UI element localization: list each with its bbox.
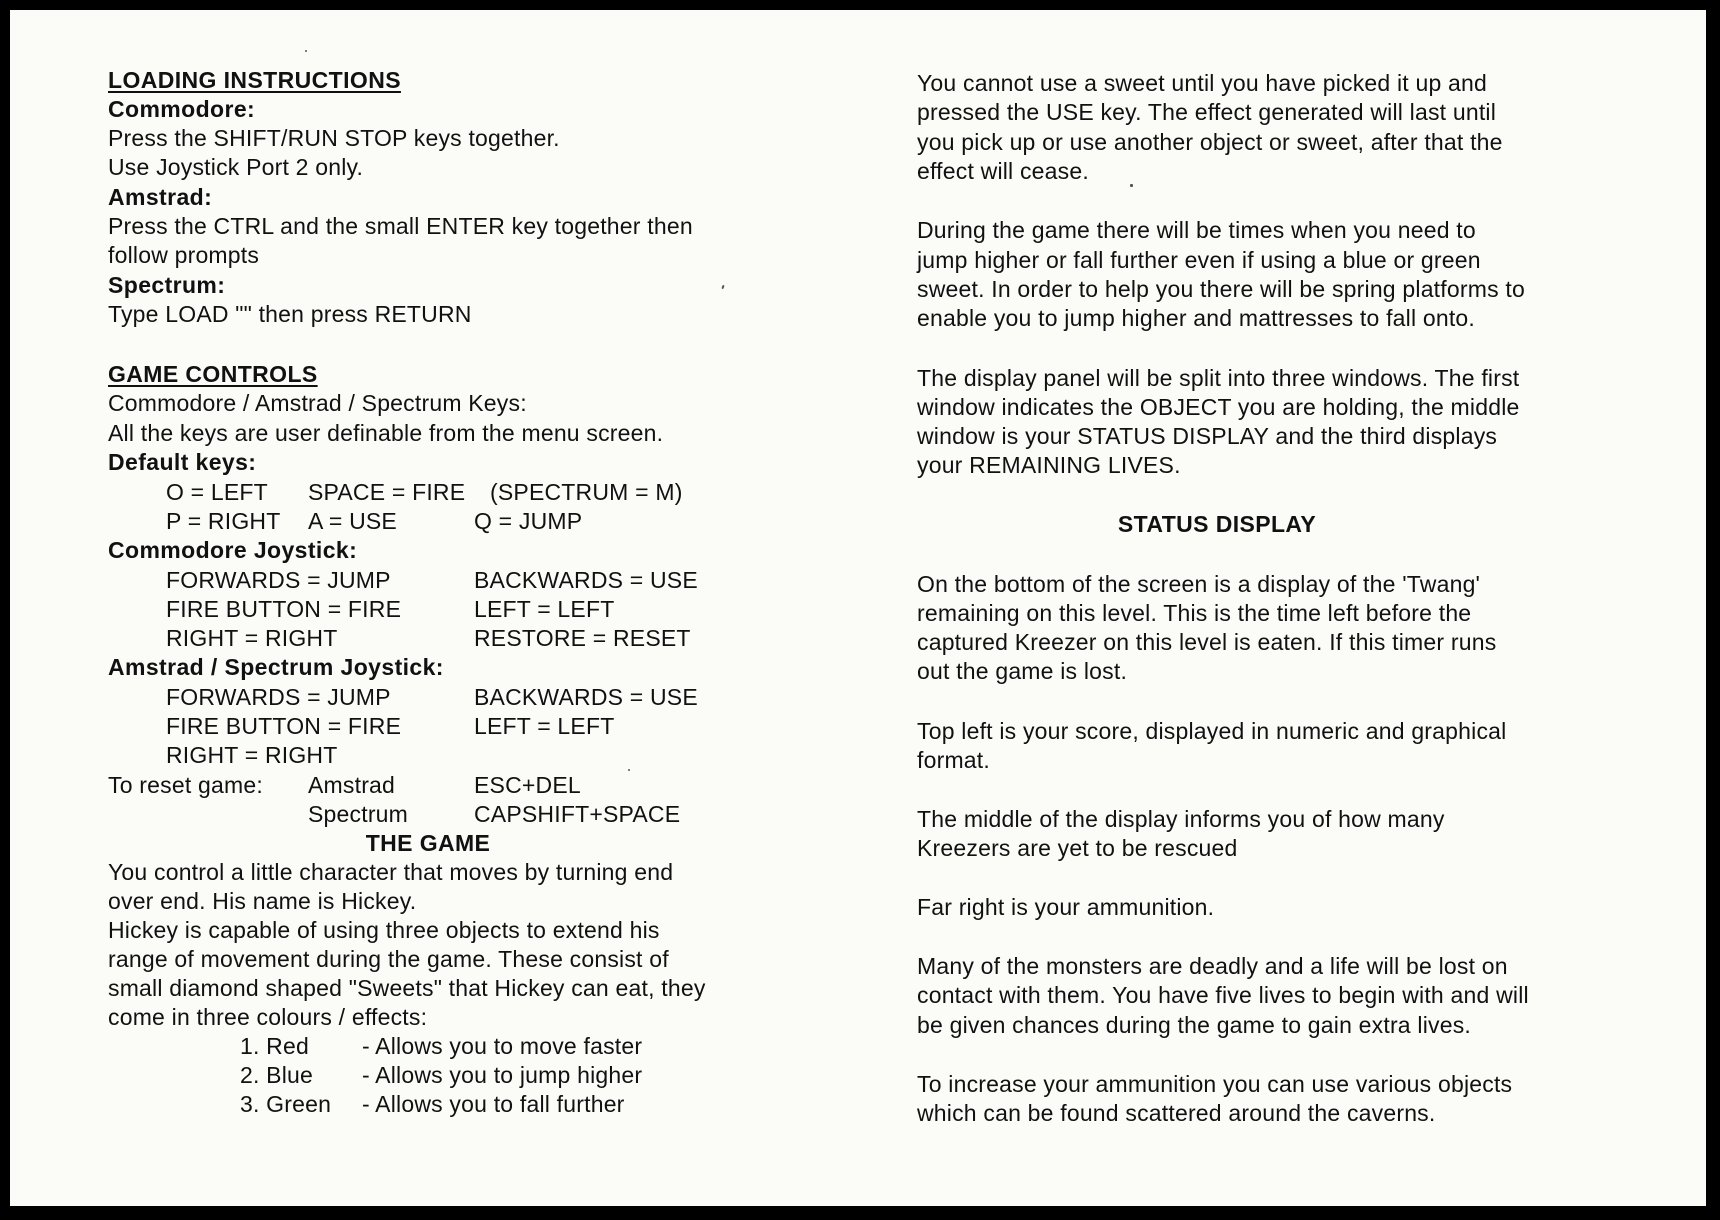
sweet-2-desc: - Allows you to jump higher — [362, 1062, 643, 1088]
amstrad-spectrum-joystick-heading: Amstrad / Spectrum Joystick: — [108, 654, 444, 680]
commodore-joystick-backwards: BACKWARDS = USE — [474, 567, 698, 593]
controls-line-2: All the keys are user definable from the menu screen. — [108, 420, 664, 446]
ammunition-tip-line-2: which can be found scattered around the caverns. — [917, 1100, 1436, 1126]
display-panel-line-4: your REMAINING LIVES. — [917, 452, 1181, 478]
amstrad-line-1: Press the CTRL and the small ENTER key together then — [108, 213, 693, 239]
default-key-o: O = LEFT — [166, 479, 268, 505]
kreezers-line-2: Kreezers are yet to be rescued — [917, 835, 1238, 861]
paper-speck — [305, 50, 307, 52]
commodore-line-2: Use Joystick Port 2 only. — [108, 154, 364, 180]
commodore-line-1: Press the SHIFT/RUN STOP keys together. — [108, 125, 560, 151]
use-sweet-line-1: You cannot use a sweet until you have picked it up and — [917, 70, 1488, 96]
sweet-1-desc: - Allows you to move faster — [362, 1033, 643, 1059]
paper-speck — [1130, 184, 1133, 187]
asj-fire: FIRE BUTTON = FIRE — [166, 713, 402, 739]
default-key-spectrum-m: (SPECTRUM = M) — [490, 479, 683, 505]
use-sweet-line-4: effect will cease. — [917, 158, 1089, 184]
spectrum-line-1: Type LOAD "" then press RETURN — [108, 301, 472, 327]
controls-line-1: Commodore / Amstrad / Spectrum Keys: — [108, 390, 527, 416]
reset-amstrad: Amstrad — [308, 772, 396, 798]
game-line-4: range of movement during the game. These consist of — [108, 946, 669, 972]
display-panel-line-1: The display panel will be split into three windows. The first — [917, 365, 1520, 391]
reset-label: To reset game: — [108, 772, 263, 798]
commodore-joystick-right: RIGHT = RIGHT — [166, 625, 338, 651]
commodore-joystick-forwards: FORWARDS = JUMP — [166, 567, 391, 593]
score-line-1: Top left is your score, displayed in numeric and graphical — [917, 718, 1507, 744]
default-key-a: A = USE — [308, 508, 397, 534]
game-line-1: You control a little character that moves by turning end — [108, 859, 674, 885]
sweet-2-name: 2. Blue — [240, 1062, 314, 1088]
twang-line-2: remaining on this level. This is the time left before the — [917, 600, 1472, 626]
sweet-1-name: 1. Red — [240, 1033, 309, 1059]
twang-line-3: captured Kreezer on this level is eaten. If this timer runs — [917, 629, 1497, 655]
commodore-joystick-fire: FIRE BUTTON = FIRE — [166, 596, 402, 622]
platforms-line-1: During the game there will be times when you need to — [917, 217, 1476, 243]
default-keys-heading: Default keys: — [108, 449, 257, 475]
display-panel-line-2: window indicates the OBJECT you are holding, the middle — [917, 394, 1520, 420]
platforms-line-2: jump higher or fall further even if using a blue or green — [917, 247, 1481, 273]
reset-spectrum: Spectrum — [308, 801, 409, 827]
asj-forwards: FORWARDS = JUMP — [166, 684, 391, 710]
asj-left: LEFT = LEFT — [474, 713, 615, 739]
sweet-3-desc: - Allows you to fall further — [362, 1091, 625, 1117]
commodore-heading: Commodore: — [108, 96, 256, 122]
game-line-5: small diamond shaped "Sweets" that Hickey can eat, they — [108, 975, 706, 1001]
commodore-joystick-restore: RESTORE = RESET — [474, 625, 691, 651]
use-sweet-line-2: pressed the USE key. The effect generated will last until — [917, 99, 1497, 125]
amstrad-heading: Amstrad: — [108, 184, 213, 210]
platforms-line-3: sweet. In order to help you there will be spring platforms to — [917, 276, 1525, 302]
ammunition-line-1: Far right is your ammunition. — [917, 894, 1215, 920]
ammunition-tip-line-1: To increase your ammunition you can use various objects — [917, 1071, 1513, 1097]
kreezers-line-1: The middle of the display informs you of how many — [917, 806, 1445, 832]
game-line-2: over end. His name is Hickey. — [108, 888, 417, 914]
loading-instructions-heading: LOADING INSTRUCTIONS — [108, 67, 401, 93]
twang-line-1: On the bottom of the screen is a display of the 'Twang' — [917, 571, 1481, 597]
the-game-heading: THE GAME — [365, 830, 491, 856]
amstrad-line-2: follow prompts — [108, 242, 260, 268]
monsters-line-3: be given chances during the game to gain extra lives. — [917, 1012, 1471, 1038]
default-key-p: P = RIGHT — [166, 508, 281, 534]
game-line-3: Hickey is capable of using three objects to extend his — [108, 917, 660, 943]
game-line-6: come in three colours / effects: — [108, 1004, 428, 1030]
commodore-joystick-heading: Commodore Joystick: — [108, 537, 358, 563]
status-display-heading: STATUS DISPLAY — [1117, 511, 1317, 537]
spectrum-heading: Spectrum: — [108, 272, 226, 298]
game-controls-heading: GAME CONTROLS — [108, 361, 318, 387]
display-panel-line-3: window is your STATUS DISPLAY and the third displays — [917, 423, 1498, 449]
paper-speck — [721, 285, 724, 289]
paper-speck — [628, 769, 630, 771]
use-sweet-line-3: you pick up or use another object or sweet, after that the — [917, 129, 1503, 155]
asj-right: RIGHT = RIGHT — [166, 742, 338, 768]
default-key-q: Q = JUMP — [474, 508, 583, 534]
sweet-3-name: 3. Green — [240, 1091, 332, 1117]
instruction-sheet — [10, 10, 1706, 1206]
reset-spectrum-keys: CAPSHIFT+SPACE — [474, 801, 681, 827]
commodore-joystick-left: LEFT = LEFT — [474, 596, 615, 622]
platforms-line-4: enable you to jump higher and mattresses to fall onto. — [917, 305, 1476, 331]
asj-backwards: BACKWARDS = USE — [474, 684, 698, 710]
monsters-line-1: Many of the monsters are deadly and a life will be lost on — [917, 953, 1508, 979]
default-key-space: SPACE = FIRE — [308, 479, 466, 505]
reset-amstrad-keys: ESC+DEL — [474, 772, 581, 798]
monsters-line-2: contact with them. You have five lives to begin with and will — [917, 982, 1529, 1008]
twang-line-4: out the game is lost. — [917, 658, 1128, 684]
score-line-2: format. — [917, 747, 990, 773]
